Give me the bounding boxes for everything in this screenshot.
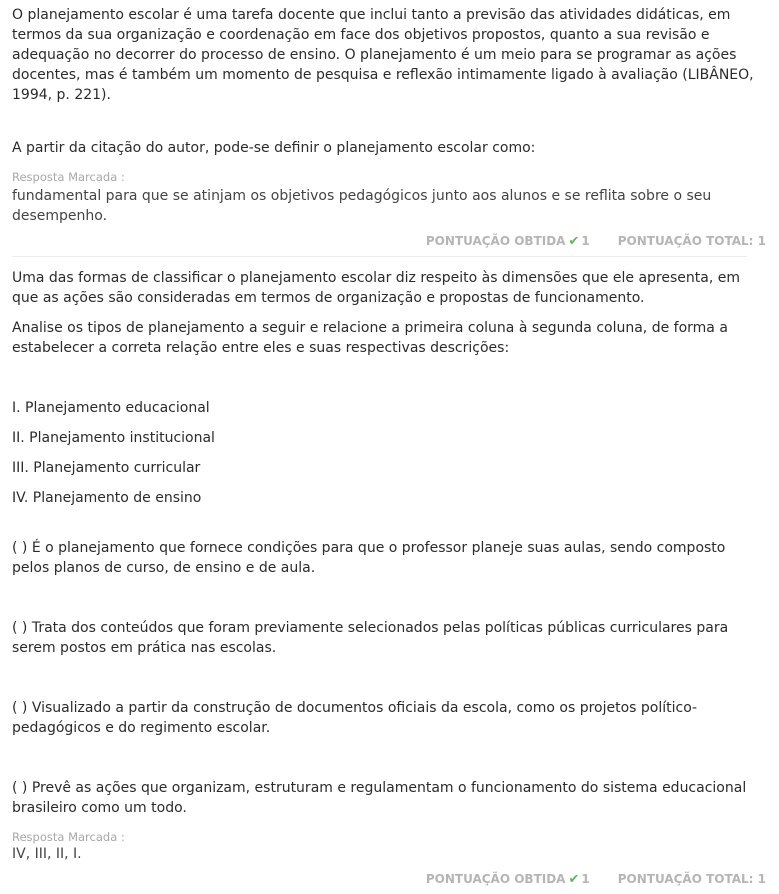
score-obtained-value: 1 xyxy=(581,871,590,886)
answer-label: Resposta Marcada : xyxy=(12,170,125,184)
list-item: III. Planejamento curricular xyxy=(12,460,201,476)
planning-types-list xyxy=(12,398,767,508)
list-item: ( ) Trata dos conteúdos que foram previamente selecionados pelas políticas públicas curriculares para serem postos em prática nas escolas. xyxy=(12,620,729,656)
list-item: ( ) É o planejamento que fornece condições para que o professor planeje suas aulas, sendo composto pelos planos de curso, de ensino e de aula. xyxy=(12,540,726,576)
list-item: ( ) Visualizado a partir da construção de documentos oficiais da escola, como os projetos político-pedagógicos e do regimento escolar. xyxy=(12,700,698,736)
list-item: I. Planejamento educacional xyxy=(12,400,210,416)
score-obtained xyxy=(426,234,590,249)
list-item: IV. Planejamento de ensino xyxy=(12,490,202,506)
descriptions-list xyxy=(12,538,767,818)
marked-answer: fundamental para que se atinjam os objetivos pedagógicos junto aos alunos e se reflita sobre o seu desempenho. xyxy=(12,188,712,224)
check-icon: ✔ xyxy=(568,871,580,887)
question-2-instruction: Analise os tipos de planejamento a seguir e relacione a primeira coluna à segunda coluna, de forma a estabelecer a correta relação entre eles e suas respectivas descrições: xyxy=(12,320,728,356)
score-row xyxy=(12,870,767,888)
question-1 xyxy=(12,0,767,250)
marked-answer: IV, III, II, I. xyxy=(12,846,82,862)
score-obtained-label: PONTUAÇÃO OBTIDA xyxy=(425,871,566,886)
list-item: II. Planejamento institucional xyxy=(12,430,215,446)
question-2 xyxy=(12,268,767,888)
score-obtained xyxy=(426,872,590,887)
question-1-prompt: A partir da citação do autor, pode-se definir o planejamento escolar como: xyxy=(12,140,536,156)
score-row xyxy=(12,232,767,250)
question-1-text: O planejamento escolar é uma tarefa docente que inclui tanto a previsão das atividades didáticas, em termos da sua organização e coordenação em face dos objetivos propostos, quanto a sua revisão e adequação no decorrer do processo de ensino. O planejamento é um meio para se programar as ações docentes, mas é também um momento de pesquisa e reflexão intimamente ligado à avaliação (LIBÂNEO, 1994, p. 221). xyxy=(12,7,754,103)
question-2-intro: Uma das formas de classificar o planejamento escolar diz respeito às dimensões que ele apresenta, em que as ações são consideradas em termos de organização e propostas de funcionamento. xyxy=(12,270,740,306)
score-total: PONTUAÇÃO TOTAL: 1 xyxy=(617,234,766,248)
list-item: ( ) Prevê as ações que organizam, estruturam e regulamentam o funcionamento do sistema educacional brasileiro como um todo. xyxy=(12,780,747,816)
divider xyxy=(12,256,747,257)
answer-label: Resposta Marcada : xyxy=(12,830,125,844)
score-total: PONTUAÇÃO TOTAL: 1 xyxy=(617,872,766,886)
score-obtained-label: PONTUAÇÃO OBTIDA xyxy=(425,233,566,248)
score-obtained-value: 1 xyxy=(581,233,590,248)
check-icon: ✔ xyxy=(568,233,580,249)
